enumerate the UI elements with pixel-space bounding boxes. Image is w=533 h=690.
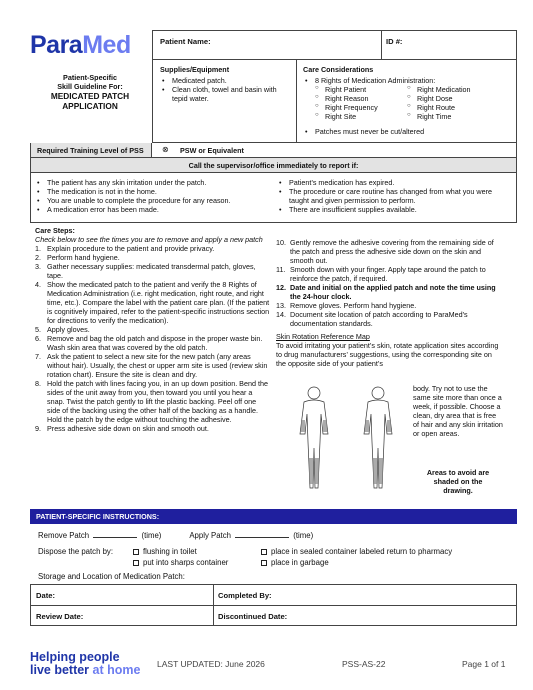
report-item: • A medication error has been made. (35, 205, 265, 214)
step-item: 13. Remove gloves. Perform hand hygiene. (276, 301, 417, 310)
report-item: • The medication is not in the home. (35, 187, 265, 196)
care-heading: Care Considerations (303, 65, 374, 74)
step-item: 9. Press adhesive side down on skin and smooth out. (35, 424, 209, 433)
guideline-line2: Skill Guideline For: (57, 82, 123, 91)
step-item: 6. Remove and bag the old patch and dispose in the proper waste bin. Wash skin area that was covered by the old patch. (35, 334, 263, 352)
tagline: Helping people live better at home (30, 650, 141, 678)
apply-time-label: (time) (293, 531, 314, 540)
checkbox-icon[interactable] (133, 549, 139, 555)
step-item: 1. Explain procedure to the patient and provide privacy. (35, 244, 215, 253)
rights-intro: • 8 Rights of Medication Administration: (303, 76, 513, 85)
report-heading: Call the supervisor/office immediately to report if: (188, 161, 359, 170)
care-section (303, 65, 513, 136)
guideline-title-1: MEDICATED PATCH (50, 91, 130, 101)
skin-rotation-map (282, 384, 410, 496)
info-box (152, 60, 517, 143)
form-code: PSS-AS-22 (342, 659, 386, 669)
right-item: ○ Right Patient (313, 85, 403, 94)
step-item: 7. Ask the patient to select a new site for the new patch (any areas without hair). Usually, the chest or upper arm site is used (review skin rotation chart). Ensure the site is clean and dry. (35, 352, 268, 379)
training-label-cell (30, 143, 152, 158)
training-label: Required Training Level of PSS (37, 146, 144, 155)
signoff-grid (30, 584, 517, 626)
checkbox-icon[interactable] (261, 549, 267, 555)
completed-by-label: Completed By: (218, 591, 272, 600)
right-item: ○ Right Route (405, 103, 505, 112)
instructions-bar (30, 509, 517, 524)
patient-header-box (152, 30, 517, 60)
checkbox-icon[interactable] (133, 560, 139, 566)
step-item: 10. Gently remove the adhesive covering from the remaining side of the patch and press the adhesive side down on the skin and smooth out. (276, 238, 494, 265)
step-item: 14. Document site location of patch according to ParaMed’s documentation standards. (276, 310, 468, 328)
storage-label: Storage and Location of Medication Patch: (38, 572, 185, 581)
care-steps-left (35, 226, 270, 433)
dispose-option-flush[interactable]: flushing in toilet (133, 547, 197, 557)
paramed-logo: ParaMed (30, 31, 131, 59)
supplies-item: • Clean cloth, towel and basin with tepid water. (160, 85, 292, 103)
report-item: • You are unable to complete the procedure for any reason. (35, 196, 265, 205)
step-item: 2. Perform hand hygiene. (35, 253, 120, 262)
report-item: • The patient has any skin irritation under the patch. (35, 178, 265, 187)
discontinued-date-label: Discontinued Date: (218, 612, 288, 621)
date-label: Date: (36, 591, 55, 600)
last-updated: LAST UPDATED: June 2026 (157, 659, 265, 669)
guideline-title-block (30, 73, 150, 112)
step-item: 12. Date and initial on the applied patch and note the time using the 24-hour clock. (276, 283, 496, 301)
id-field[interactable] (408, 35, 508, 47)
supplies-item: • Medicated patch. (160, 76, 292, 85)
right-item: ○ Right Reason (313, 94, 403, 103)
rotation-note: Areas to avoid are shaded on the drawing. (426, 468, 490, 495)
training-symbol-icon: ⊗ (162, 145, 169, 154)
patient-name-field[interactable] (203, 35, 373, 47)
right-item: ○ Right Medication (405, 85, 505, 94)
rotation-intro: To avoid irritating your patient’s skin, rotate application sites according to drug manufacturers’ suggestions, using the corresponding site on the opposite side of your patient’s (276, 341, 499, 368)
care-note: • Patches must never be cut/altered (303, 127, 513, 136)
report-heading-bar (30, 158, 517, 173)
instructions-bar-label: PATIENT-SPECIFIC INSTRUCTIONS: (36, 512, 160, 521)
training-value: PSW or Equivalent (180, 146, 244, 155)
supplies-section (160, 65, 292, 103)
step-item: 8. Hold the patch with lines facing you, in an up down position. Bend the sides of the unit away from you, then toward you until you hear a snap. Twist the patch gently to lift the plastic backing. Peel off one side of the backing using the other half of the backing as a handle. Hold the patch by the edge without touching the adhesive. (35, 379, 268, 424)
report-item: • The procedure or care routine has changed from what you were taught and given permission to perform. (277, 187, 513, 205)
review-date-label: Review Date: (36, 612, 84, 621)
step-item: 11. Smooth down with your finger. Apply tape around the patch to reinforce the patch, if required. (276, 265, 486, 283)
apply-label: Apply Patch (189, 531, 231, 540)
page-number: Page 1 of 1 (462, 659, 506, 669)
remove-time-field[interactable] (93, 537, 137, 538)
step-item: 5. Apply gloves. (35, 325, 90, 334)
checkbox-icon[interactable] (261, 560, 267, 566)
patient-name-label: Patient Name: (160, 37, 211, 46)
dispose-option-garbage[interactable]: place in garbage (261, 558, 329, 568)
id-label: ID #: (386, 37, 403, 46)
remove-time-label: (time) (141, 531, 162, 540)
care-steps-intro: Check below to see the times you are to remove and apply a new patch (35, 235, 263, 244)
step-item: 4. Show the medicated patch to the patient and verify the 8 Rights of Medication Administration (i.e. right medication, right route, and right time, etc.). Compare the label with the patient care plan. (If the patient is cognitively impaired, refer to the patient-specific instructions section for directions to verify the medication). (35, 280, 270, 325)
dispose-option-sharps[interactable]: put into sharps container (133, 558, 228, 568)
guideline-line1: Patient-Specific (63, 73, 117, 82)
report-item: • There are insufficient supplies available. (277, 205, 513, 214)
dispose-option-pharmacy[interactable]: place in sealed container labeled return to pharmacy (261, 547, 452, 557)
dispose-label: Dispose the patch by: (38, 547, 113, 556)
right-item: ○ Right Time (405, 112, 505, 121)
training-value-cell (152, 143, 517, 158)
report-box (30, 173, 517, 223)
right-item: ○ Right Frequency (313, 103, 403, 112)
rotation-side-text: body. Try not to use the same site more than once a week, if possible. Choose a clean, dry area that is free of hair and any skin irritation or open areas. (413, 384, 503, 438)
report-item: • Patient’s medication has expired. (277, 178, 513, 187)
supplies-heading: Supplies/Equipment (160, 65, 230, 74)
rights-list (313, 85, 513, 127)
care-steps-heading: Care Steps: (35, 226, 75, 235)
right-item: ○ Right Dose (405, 94, 505, 103)
right-item: ○ Right Site (313, 112, 403, 121)
care-steps-right (276, 238, 500, 368)
remove-apply-row (38, 531, 508, 541)
step-item: 3. Gather necessary supplies: medicated transdermal patch, gloves, tape. (35, 262, 256, 280)
apply-time-field[interactable] (235, 537, 289, 538)
guideline-title-2: APPLICATION (62, 101, 118, 112)
remove-label: Remove Patch (38, 531, 90, 540)
rotation-heading: Skin Rotation Reference Map (276, 332, 370, 341)
